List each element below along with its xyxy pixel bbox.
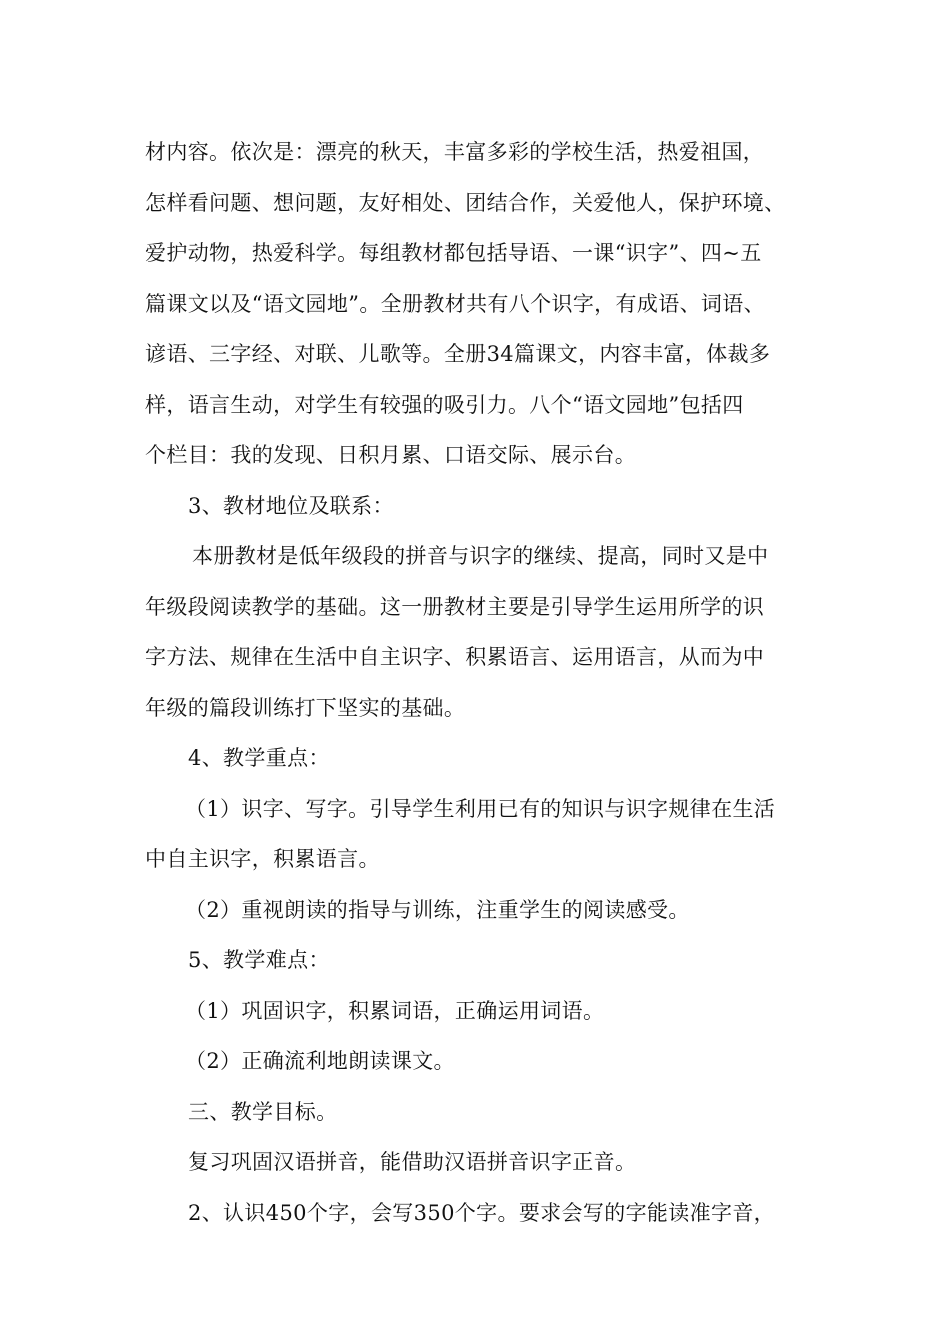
- text-line: 字方法、规律在生活中自主识字、积累语言、运用语言，从而为中: [145, 645, 765, 669]
- list-item: （1）识字、写字。引导学生利用已有的知识与识字规律在生活: [185, 796, 776, 821]
- section-heading: 3、教材地位及联系：: [188, 493, 394, 518]
- text-line: 复习巩固汉语拼音，能借助汉语拼音识字正音。: [188, 1150, 637, 1174]
- text-line: 材内容。依次是：漂亮的秋天，丰富多彩的学校生活，热爱祖国，: [145, 140, 765, 164]
- text-line: 样，语言生动，对学生有较强的吸引力。八个“语文园地”包括四: [145, 392, 744, 417]
- text-line: 怎样看问题、想问题，友好相处、团结合作，关爱他人，保护环境、: [145, 190, 786, 215]
- document-body: [145, 127, 835, 1238]
- text-line: 本册教材是低年级段的拼音与识字的继续、提高，同时又是中: [192, 544, 769, 568]
- list-item: （2）重视朗读的指导与训练，注重学生的阅读感受。: [185, 897, 690, 922]
- list-item: （2）正确流利地朗读课文。: [185, 1049, 455, 1073]
- text-line: 个栏目：我的发现、日积月累、口语交际、展示台。: [145, 443, 637, 467]
- list-item: （1）巩固识字，积累词语，正确运用词语。: [185, 998, 605, 1023]
- text-line: 篇课文以及“语文园地”。全册教材共有八个识字，有成语、词语、: [145, 291, 765, 316]
- section-heading: 5、教学难点：: [188, 948, 330, 972]
- text-line: 爱护动物，热爱科学。每组教材都包括导语、一课“识字”、四~五: [145, 241, 762, 265]
- text-line: 谚语、三字经、对联、儿歌等。全册34篇课文，内容丰富，体裁多: [145, 342, 771, 366]
- section-heading: 三、教学目标。: [188, 1099, 338, 1124]
- text-line: 年级段阅读教学的基础。这一册教材主要是引导学生运用所学的识: [145, 594, 765, 619]
- section-heading: 4、教学重点：: [188, 746, 330, 770]
- text-line: 中自主识字，积累语言。: [145, 847, 380, 871]
- list-item: 2、认识450个字，会写350个字。要求会写的字能读准字音，: [188, 1200, 776, 1225]
- text-line: 年级的篇段训练打下坚实的基础。: [145, 695, 466, 720]
